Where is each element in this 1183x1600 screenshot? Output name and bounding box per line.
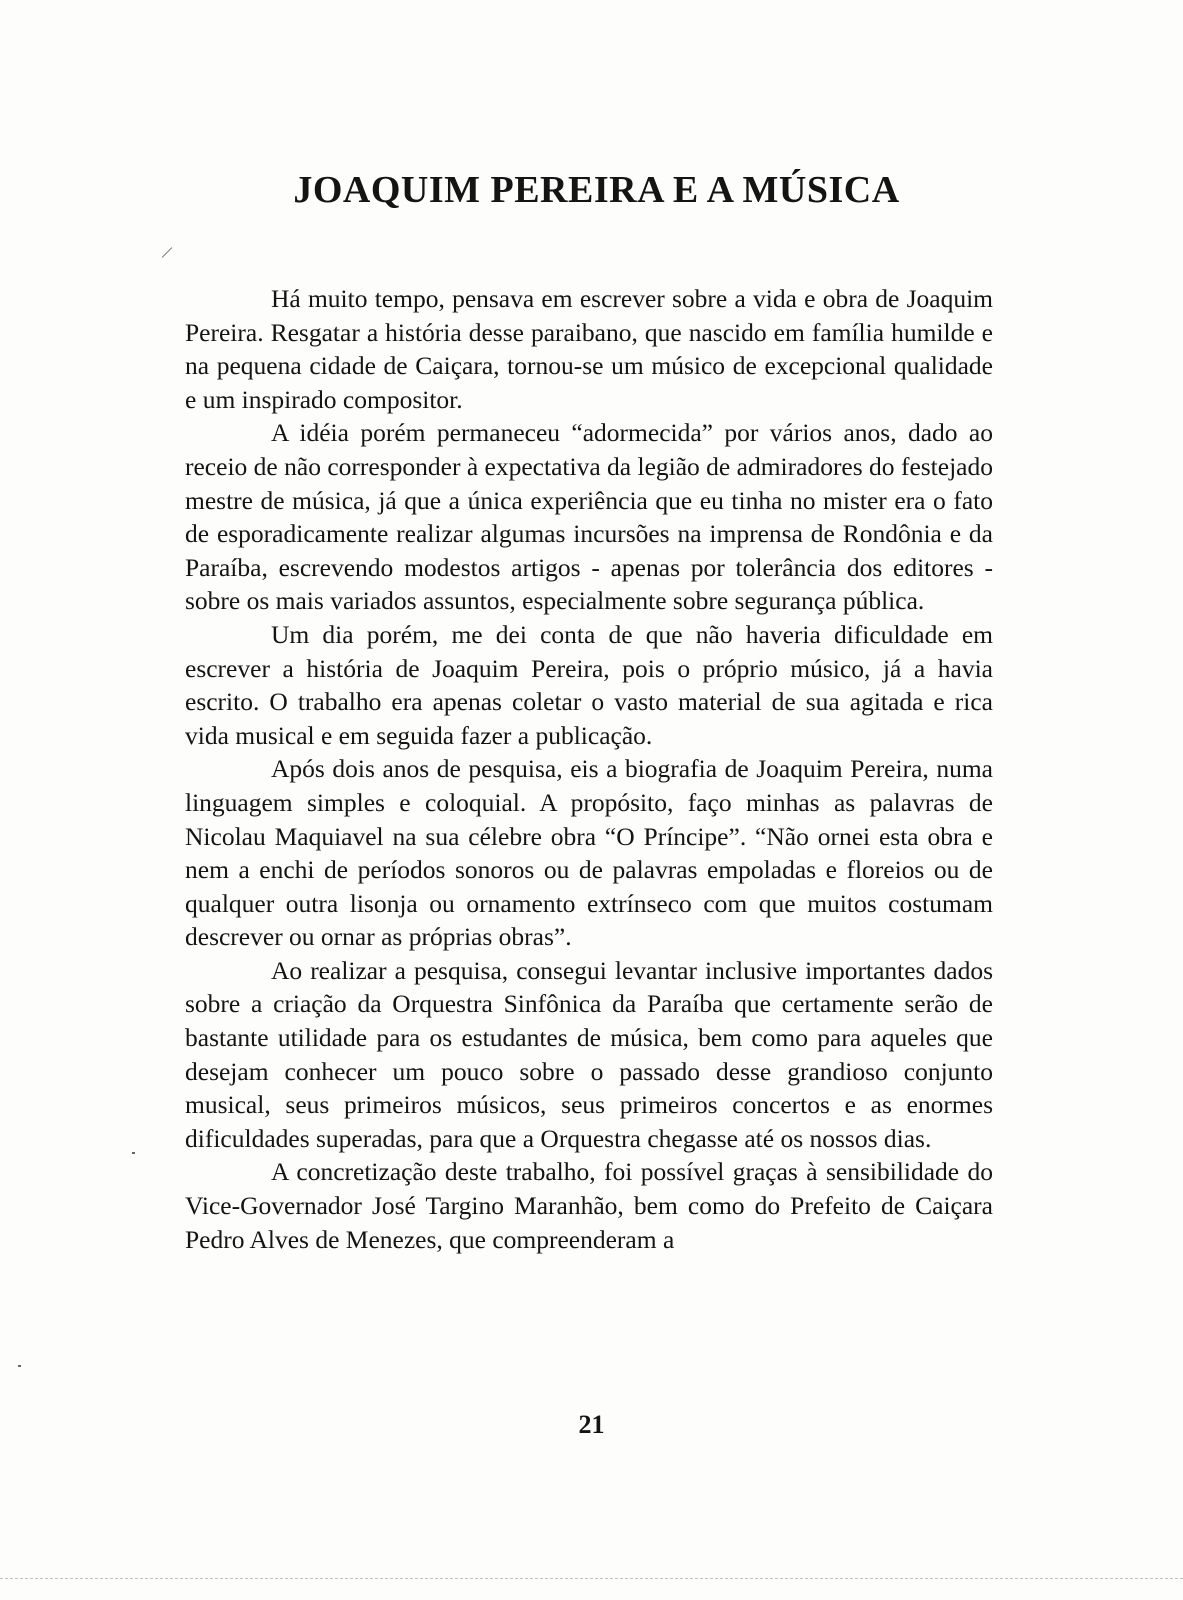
scan-speck <box>132 1152 135 1154</box>
paragraph: A concretização deste trabalho, foi possível graças à sensibilidade do Vice-Governador José Targino Maranhão, bem como do Prefeito de Caiçara Pedro Alves de Menezes, que compreenderam a <box>185 1157 993 1254</box>
scan-edge-line <box>0 1578 1183 1579</box>
scan-mark <box>162 247 173 258</box>
paragraph: Um dia porém, me dei conta de que não haveria dificuldade em escrever a história de Joaquim Pereira, pois o próprio músico, já a havia escrito. O trabalho era apenas coletar o vasto material de sua agitada e rica vida musical e em seguida fazer a publicação. <box>185 619 993 750</box>
chapter-title: JOAQUIM PEREIRA E A MÚSICA <box>293 169 900 211</box>
paragraph: Após dois anos de pesquisa, eis a biografia de Joaquim Pereira, numa linguagem simples e coloquial. A propósito, faço minhas as palavras de Nicolau Maquiavel na sua célebre obra “O Príncipe”. “Não ornei esta obra e nem a enchi de períodos sonoros ou de palavras empoladas e floreios ou de qualquer outra lisonja ou ornamento extrínseco com que muitos costumam descrever ou ornar as próprias obras”. <box>185 754 993 952</box>
body-text <box>185 282 993 1256</box>
paragraph: A idéia porém permaneceu “adormecida” por vários anos, dado ao receio de não corresponder à expectativa da legião de admiradores do festejado mestre de música, já que a única experiência que eu tinha no mister era o fato de esporadicamente realizar algumas incursões na imprensa de Rondônia e da Paraíba, escrevendo modestos artigos - apenas por tolerância dos editores - sobre os mais variados assuntos, especialmente sobre segurança pública. <box>185 418 993 616</box>
page-number: 21 <box>578 1410 605 1439</box>
paragraph: Ao realizar a pesquisa, consegui levantar inclusive importantes dados sobre a criação da Orquestra Sinfônica da Paraíba que certamente serão de bastante utilidade para os estudantes de música, bem como para aqueles que desejam conhecer um pouco sobre o passado desse grandioso conjunto musical, seus primeiros músicos, seus primeiros concertos e as enormes dificuldades superadas, para que a Orquestra chegasse até os nossos dias. <box>185 955 993 1153</box>
scan-speck <box>18 1365 21 1367</box>
paragraph: Há muito tempo, pensava em escrever sobre a vida e obra de Joaquim Pereira. Resgatar a história desse paraibano, que nascido em família humilde e na pequena cidade de Caiçara, tornou-se um músico de excepcional qualidade e um inspirado compositor. <box>185 284 993 414</box>
